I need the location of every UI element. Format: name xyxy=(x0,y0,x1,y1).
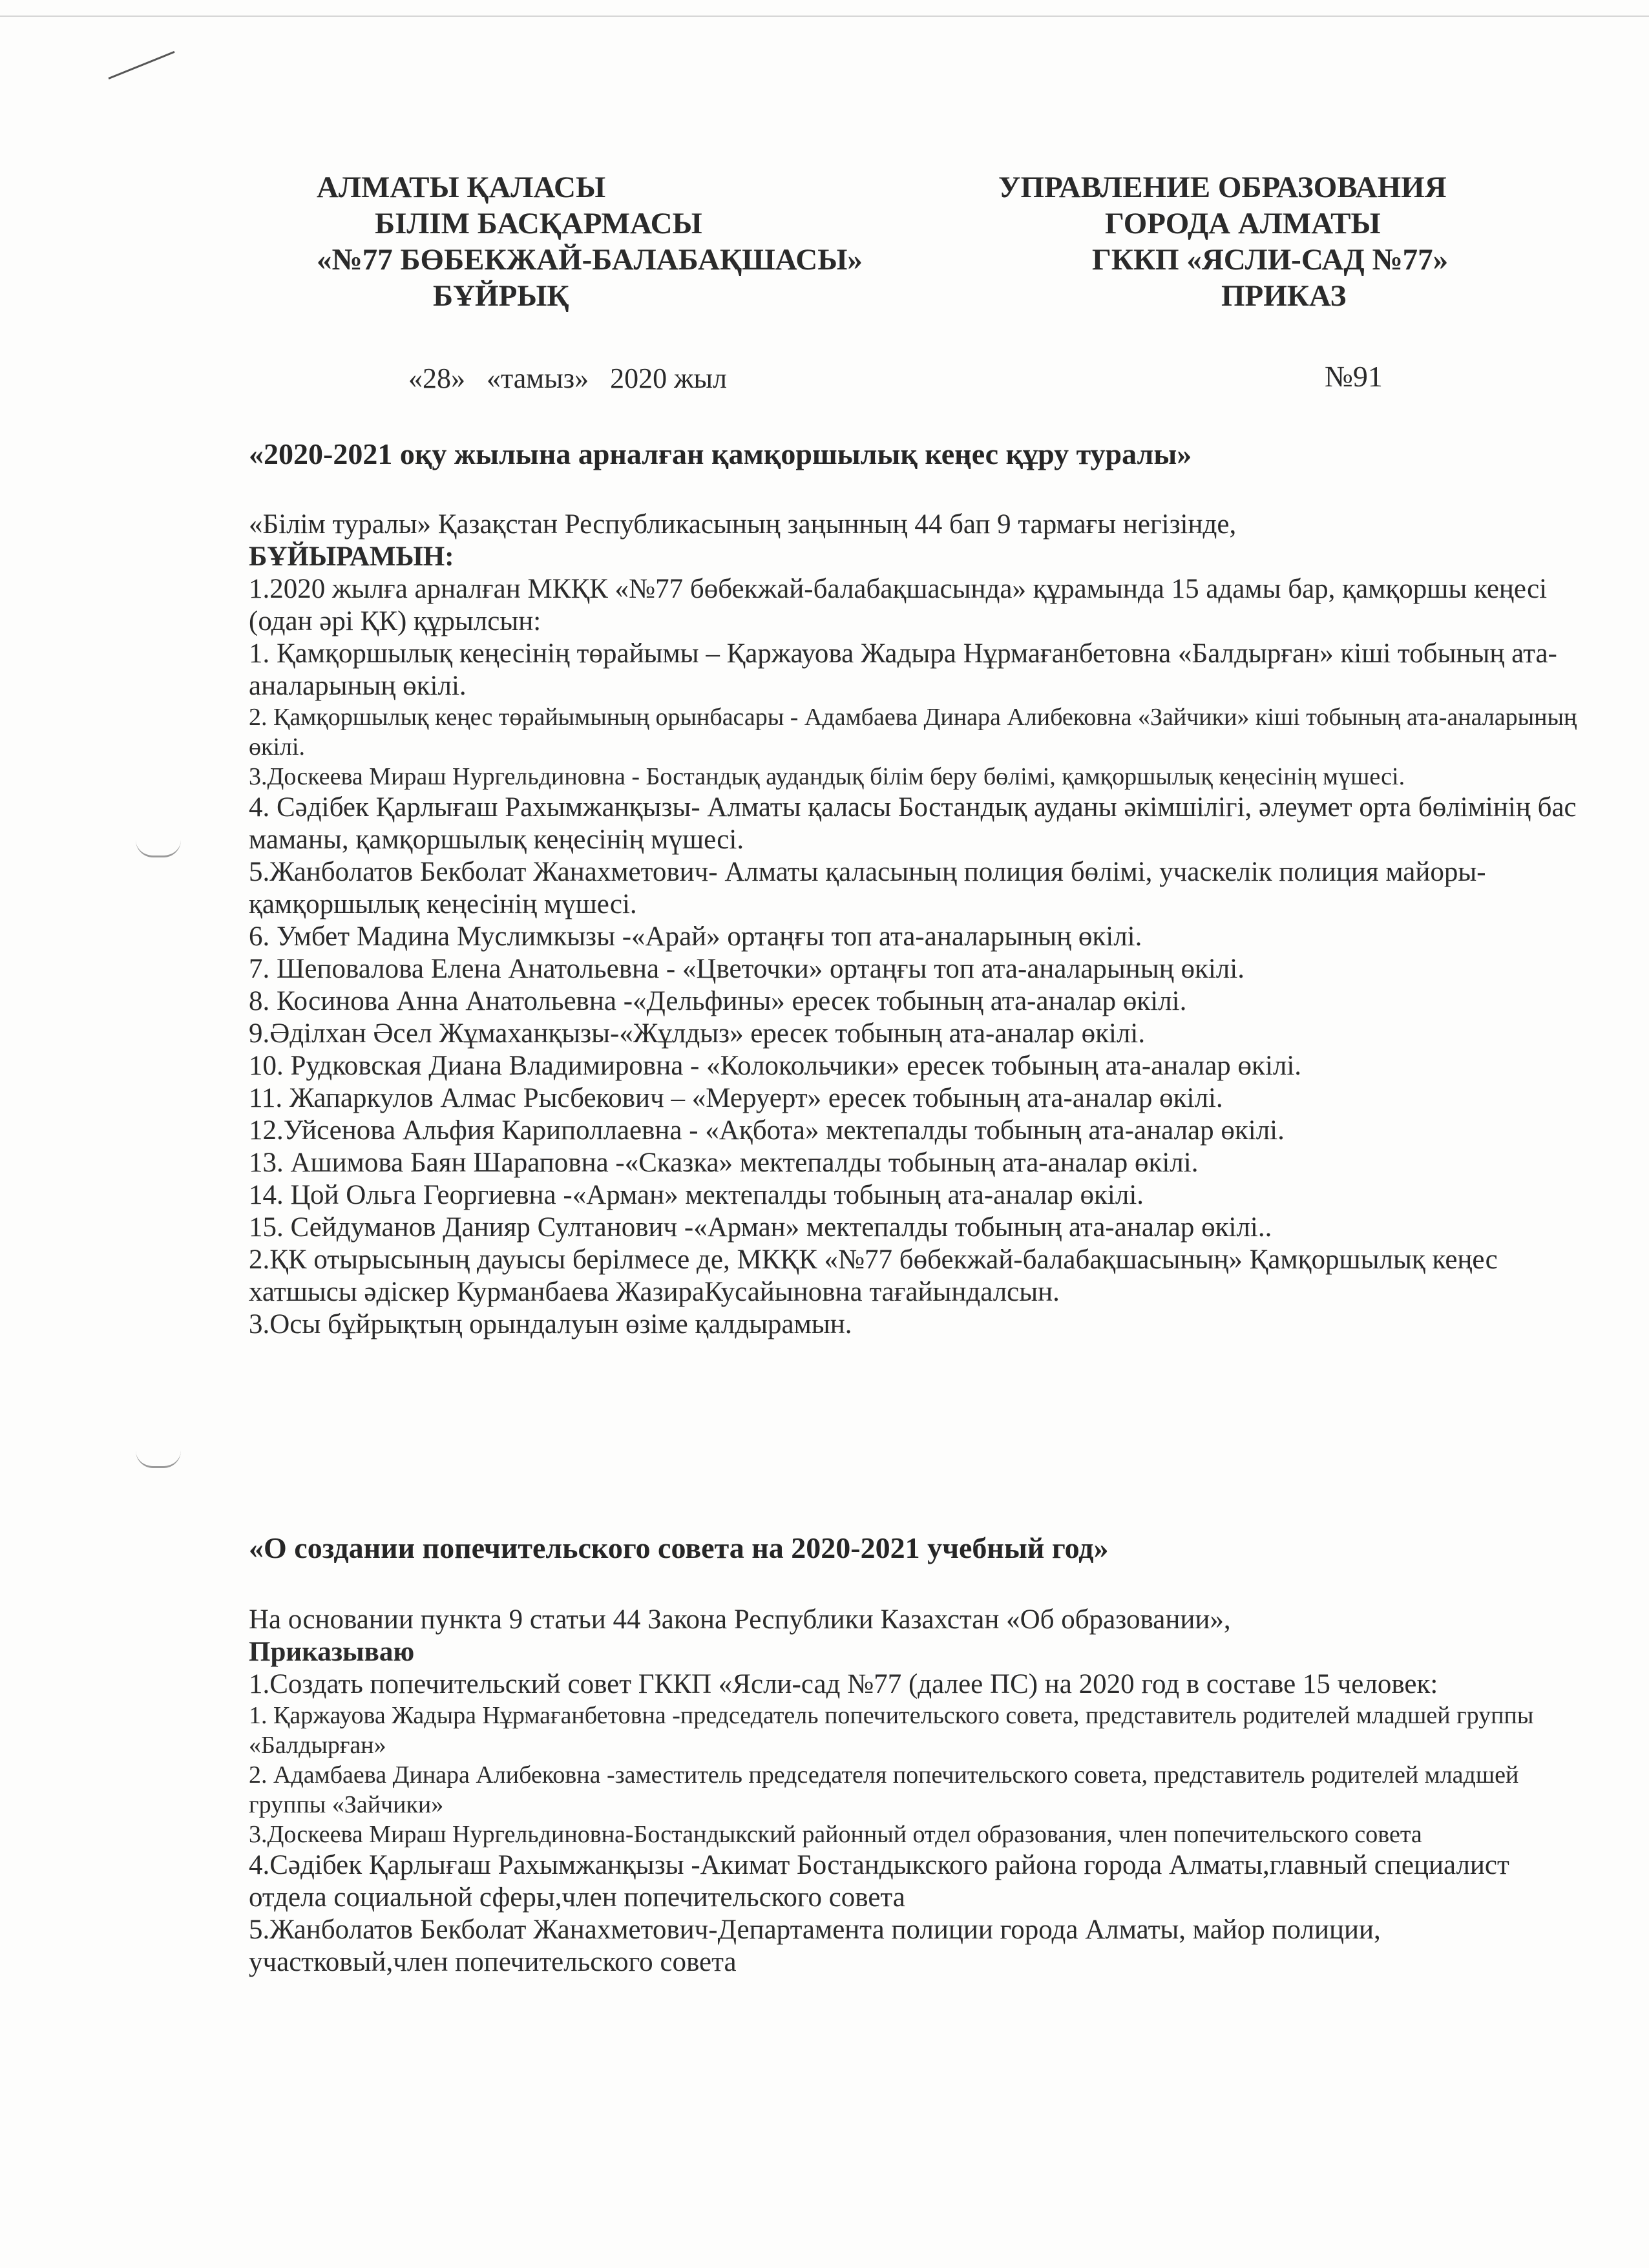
header-line: «№77 БӨБЕКЖАЙ-БАЛАБАҚШАСЫ» xyxy=(317,243,863,277)
punch-hole-mark xyxy=(136,1451,181,1468)
legal-basis: На основании пункта 9 статьи 44 Закона Республики Казахстан «Об образовании», xyxy=(249,1604,1231,1635)
order-number: №91 xyxy=(1325,360,1383,393)
header-line: АЛМАТЫ ҚАЛАСЫ xyxy=(317,171,606,204)
member-item: 3.Доскеева Мираш Нургельдиновна-Бостандыкский районный отдел образования, член попечительского совета xyxy=(249,1821,1422,1848)
member-item: 11. Жапаркулов Алмас Рысбекович – «Меруерт» ересек тобының ата-аналар өкілі. xyxy=(249,1083,1223,1113)
russian-section xyxy=(249,1530,1580,1979)
member-item: 8. Косинова Анна Анатольевна -«Дельфины» ересек тобының ата-аналар өкілі. xyxy=(249,986,1187,1016)
member-item: 6. Умбет Мадина Муслимкызы -«Арай» ортаңғы топ ата-аналарының өкілі. xyxy=(249,921,1142,952)
member-item: 5.Жанболатов Бекболат Жанахметович-Департамента полиции города Алматы, майор полиции, участковый,член попечительского совета xyxy=(249,1915,1381,1977)
order-item: 1.2020 жылға арналған МКҚК «№77 бөбекжай-балабақшасында» құрамында 15 адамы бар, қамқоршы кеңесі (одан әрі ҚК) құрылсын: xyxy=(249,574,1548,636)
member-item: 3.Доскеева Мираш Нургельдиновна - Бостандық аудандық білім беру бөлімі, қамқоршылық кеңесінің мүшесі. xyxy=(249,763,1405,790)
section-title: «О создании попечительского совета на 2020-2021 учебный год» xyxy=(249,1531,1109,1564)
member-item: 12.Уйсенова Альфия Кариполлаевна - «Ақбота» мектепалды тобының ата-аналар өкілі. xyxy=(249,1115,1285,1146)
order-word: Приказываю xyxy=(249,1637,415,1667)
header-line: БҰЙРЫҚ xyxy=(433,279,569,313)
order-item: 2.ҚК отырысының дауысы берілмесе де, МКҚК «№77 бөбекжай-балабақшасының» Қамқоршылық кеңес хатшысы әдіскер Курманбаева ЖазираКусайыновна тағайындалсын. xyxy=(249,1244,1498,1307)
member-item: 9.Әділхан Әсел Жұмаханқызы-«Жұлдыз» ересек тобының ата-аналар өкілі. xyxy=(249,1018,1146,1049)
order-item: 3.Осы бұйрықтың орындалуын өзіме қалдырамын. xyxy=(249,1309,852,1339)
member-item: 7. Шеповалова Елена Анатольевна - «Цветочки» ортаңғы топ ата-аналарының өкілі. xyxy=(249,954,1245,984)
member-item: 4. Сәдібек Қарлығаш Рахымжанқызы- Алматы қаласы Бостандық ауданы әкімшілігі, әлеумет орта бөлімінің бас маманы, қамқоршылық кеңесінің мүшесі. xyxy=(249,792,1577,855)
punch-hole-mark xyxy=(136,840,181,857)
header-line: УПРАВЛЕНИЕ ОБРАЗОВАНИЯ xyxy=(998,171,1447,204)
header-line: ПРИКАЗ xyxy=(1221,279,1347,313)
member-item: 1. Қамқоршылық кеңесінің төрайымы – Қаржауова Жадыра Нұрмағанбетовна «Балдырған» кіші тобының ата-аналарының өкілі. xyxy=(249,638,1557,701)
kazakh-section xyxy=(249,436,1580,1341)
header-russian xyxy=(976,169,1557,314)
order-word: БҰЙЫРАМЫН: xyxy=(249,541,454,572)
member-item: 1. Қаржауова Жадыра Нұрмағанбетовна -председатель попечительского совета, представитель родителей младшей группы «Балдырған» xyxy=(249,1702,1534,1759)
member-item: 5.Жанболатов Бекболат Жанахметович- Алматы қаласының полиция бөлімі, учаскелік полиция майоры-қамқоршылық кеңесінің мүшесі. xyxy=(249,857,1486,919)
section-title: «2020-2021 оқу жылына арналған қамқоршылық кеңес құру туралы» xyxy=(249,437,1192,470)
member-item: 10. Рудковская Диана Владимировна - «Колокольчики» ересек тобының ата-аналар өкілі. xyxy=(249,1051,1302,1081)
member-item: 13. Ашимова Баян Шараповна -«Сказка» мектепалды тобының ата-аналар өкілі. xyxy=(249,1148,1199,1178)
order-item: 1.Создать попечительский совет ГККП «Ясли-сад №77 (далее ПС) на 2020 год в составе 15 человек: xyxy=(249,1669,1438,1699)
member-item: 15. Сейдуманов Данияр Султанович -«Арман» мектепалды тобының ата-аналар өкілі.. xyxy=(249,1212,1272,1243)
header-line: ГОРОДА АЛМАТЫ xyxy=(1105,207,1381,240)
legal-basis: «Білім туралы» Қазақстан Республикасының заңынның 44 бап 9 тармағы негізінде, xyxy=(249,509,1237,540)
member-item: 14. Цой Ольга Георгиевна -«Арман» мектепалды тобының ата-аналар өкілі. xyxy=(249,1180,1144,1210)
pen-mark xyxy=(108,51,174,79)
order-date: «28» «тамыз» 2020 жыл xyxy=(408,362,728,394)
member-item: 2. Адамбаева Динара Алибековна -заместитель председателя попечительского совета, представитель родителей младшей группы «Зайчики» xyxy=(249,1761,1519,1818)
header-kazakh xyxy=(278,169,950,314)
member-item: 4.Сәдібек Қарлығаш Рахымжанқызы -Акимат Бостандыкского района города Алматы,главный специалист отдела социальной сферы,член попечительского совета xyxy=(249,1850,1509,1913)
member-item: 2. Қамқоршылық кеңес төрайымының орынбасары - Адамбаева Динара Алибековна «Зайчики» кіші тобының ата-аналарының өкілі. xyxy=(249,704,1577,761)
header-line: БІЛІМ БАСҚАРМАСЫ xyxy=(375,207,702,240)
scan-edge xyxy=(0,0,1649,17)
header-line: ГККП «ЯСЛИ-САД №77» xyxy=(1092,243,1449,277)
